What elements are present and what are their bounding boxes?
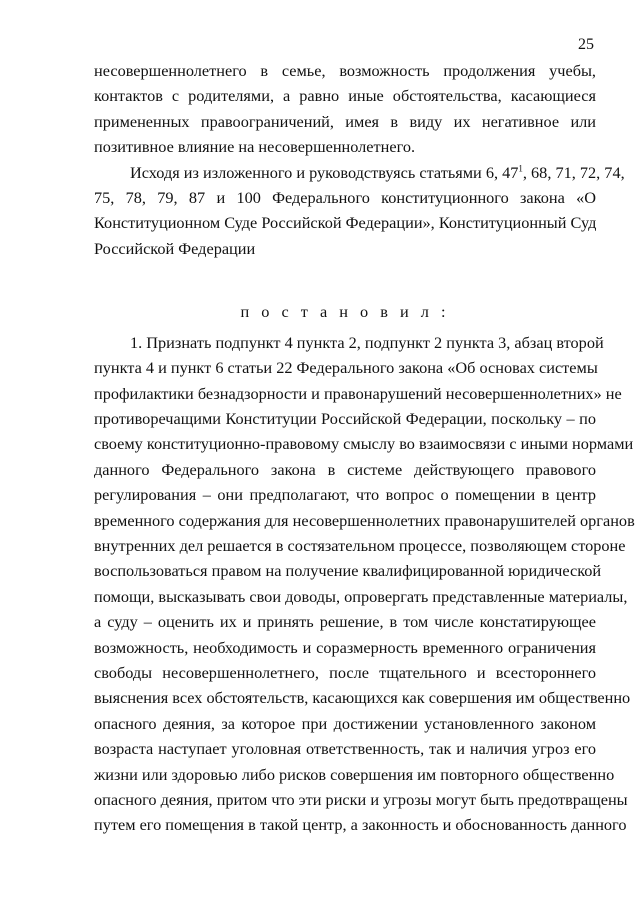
superscript: 1 [518,163,523,174]
text-line: 75, 78, 79, 87 и 100 Федерального конституционного закона «О [94,187,596,207]
text-line: временного содержания для несовершеннолетних правонарушителей органов [94,510,635,530]
resolution-heading: п о с т а н о в и л : [240,301,450,321]
text-line: свободы несовершеннолетнего, после тщательного и всестороннего [94,662,596,682]
text-line: регулирования – они предполагают, что вопрос о помещении в центр [94,485,596,505]
text-line: помощи, высказывать свои доводы, опровергать представленные материалы, [94,586,628,606]
text-fragment: , 68, 71, 72, 74, [522,162,625,182]
page-number: 25 [578,36,594,53]
text-line: жизни или здоровью либо рисков совершения им повторного общественно [94,764,615,784]
text-line: профилактики безнадзорности и правонарушений несовершеннолетних» не [94,383,622,403]
text-fragment: Исходя из изложенного и руководствуясь статьями 6, 47 [130,162,519,182]
text-line: противоречащими Конституции Российской Федерации, поскольку – по [94,409,596,429]
text-line: Конституционном Суде Российской Федерации», Конституционный Суд [94,213,597,233]
text-line: а суду – оценить их и принять решение, в том числе констатирующее [94,612,596,632]
text-line: возраста наступает уголовная ответственность, так и наличия угроз его [94,739,596,759]
document-body [94,58,635,838]
text-line: выяснения всех обстоятельств, касающихся как совершения им общественно [94,688,631,708]
text-line: опасного деяния, за которое при достижении установленного законом [94,713,596,733]
text-line: примененных правоограничений, имея в виду их негативное или [94,111,596,131]
text-line: внутренних дел решается в состязательном процессе, позволяющем стороне [94,536,626,556]
text-line: данного Федерального закона в системе действующего правового [94,459,596,479]
text-line: 1. Признать подпункт 4 пункта 2, подпункт 2 пункта 3, абзац второй [130,332,604,352]
text-line: возможность, необходимость и соразмерность временного ограничения [94,637,596,657]
text-line: позитивное влияние на несовершеннолетнего. [94,137,416,157]
paragraph-grounds [94,160,625,262]
text-line: пункта 4 и пункт 6 статьи 22 Федерального закона «Об основах системы [94,358,598,378]
paragraph-continuation [94,58,596,160]
text-line: воспользоваться правом на получение квалифицированной юридической [94,561,602,581]
text-line: несовершеннолетнего в семье, возможность продолжения учебы, [94,61,596,80]
spacer [94,261,596,286]
text-line: Российской Федерации [94,238,256,258]
text-line: путем его помещения в такой центр, а законность и обоснованность данного [94,815,627,835]
text-line: опасного деяния, притом что эти риски и угрозы могут быть предотвращены [94,789,628,809]
text-line [94,160,625,185]
paragraph-resolution-item-1 [94,330,635,838]
text-line: своему конституционно-правовому смыслу во взаимосвязи с иными нормами [94,434,634,454]
text-line: контактов с родителями, а равно иные обстоятельства, касающиеся [94,86,596,106]
